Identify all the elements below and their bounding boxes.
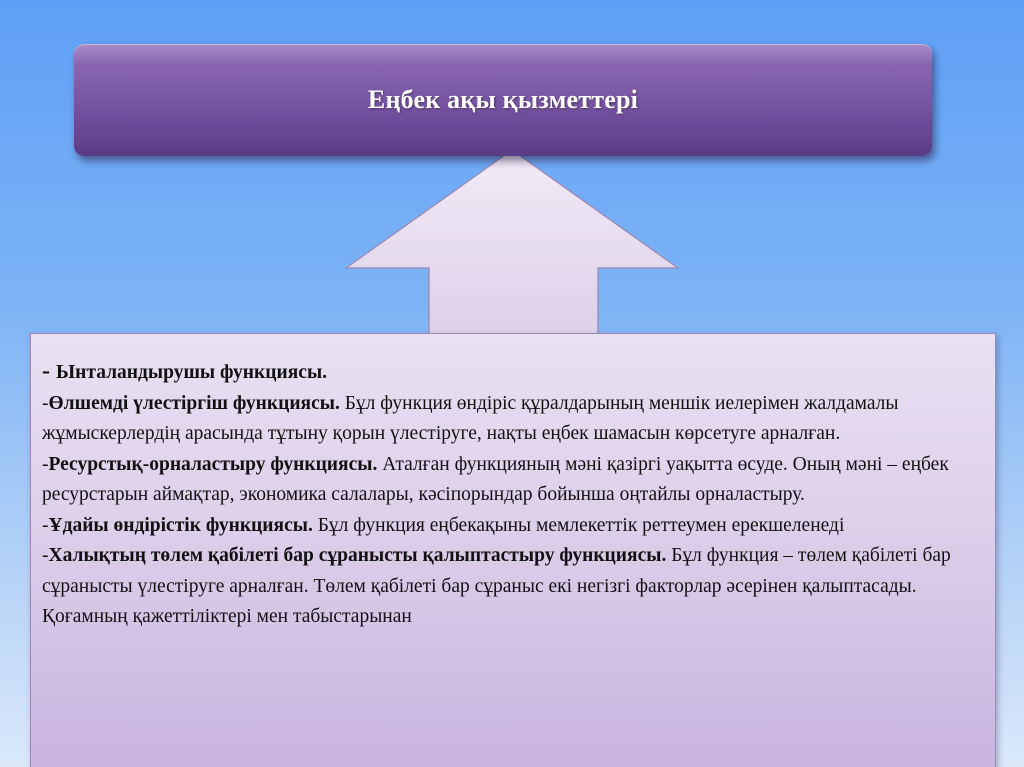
item-heading: Өлшемді үлестіргіш функциясы. xyxy=(48,392,340,414)
list-item xyxy=(42,356,987,389)
item-prefix: - xyxy=(42,392,49,414)
item-prefix: - xyxy=(42,453,49,475)
list-item xyxy=(42,389,987,450)
item-text: Бұл функция еңбекақыны мемлекеттік реттеумен ерекшеленеді xyxy=(312,514,845,536)
item-heading: Ұдайы өндірістік функциясы. xyxy=(48,514,313,536)
title-banner xyxy=(74,44,932,156)
item-text: Бұл функция – төлем қабілеті бар сұранысты үлестіруге арналған. Төлем қабілеті бар сұраныс екі негізгі факторлар әсерінен қалыптасады. Қоғамның қажеттіліктері мен табыстарынан xyxy=(42,545,951,627)
functions-list xyxy=(42,356,987,633)
list-item xyxy=(42,541,987,633)
item-prefix: - xyxy=(42,514,49,536)
item-prefix: - xyxy=(42,545,49,566)
item-heading: Халықтың төлем қабілеті бар сұранысты қалыптастыру функциясы. xyxy=(48,545,667,566)
slide-title: Еңбек ақы қызметтері xyxy=(367,85,639,114)
item-heading: Ресурстық-орналастыру функциясы. xyxy=(48,453,378,475)
list-item xyxy=(42,511,987,542)
item-text: Аталған функцияның мәні қазіргі уақытта өсуде. Оның мәні – еңбек ресурстарын аймақтар, экономика салалары, кәсіпорындар бойынша оңтайлы орналастыру. xyxy=(42,453,949,505)
item-heading: Ынталандырушы функциясы. xyxy=(56,362,328,383)
item-prefix: - xyxy=(42,358,56,384)
list-item xyxy=(42,450,987,511)
content-panel xyxy=(30,333,996,767)
item-text: Бұл функция өндіріс құралдарының меншік иелерімен жалдамалы жұмыскерлердің арасында тұтыну қорын үлестіруге, нақты еңбек шамасын көрсетуге арналған. xyxy=(42,392,899,444)
